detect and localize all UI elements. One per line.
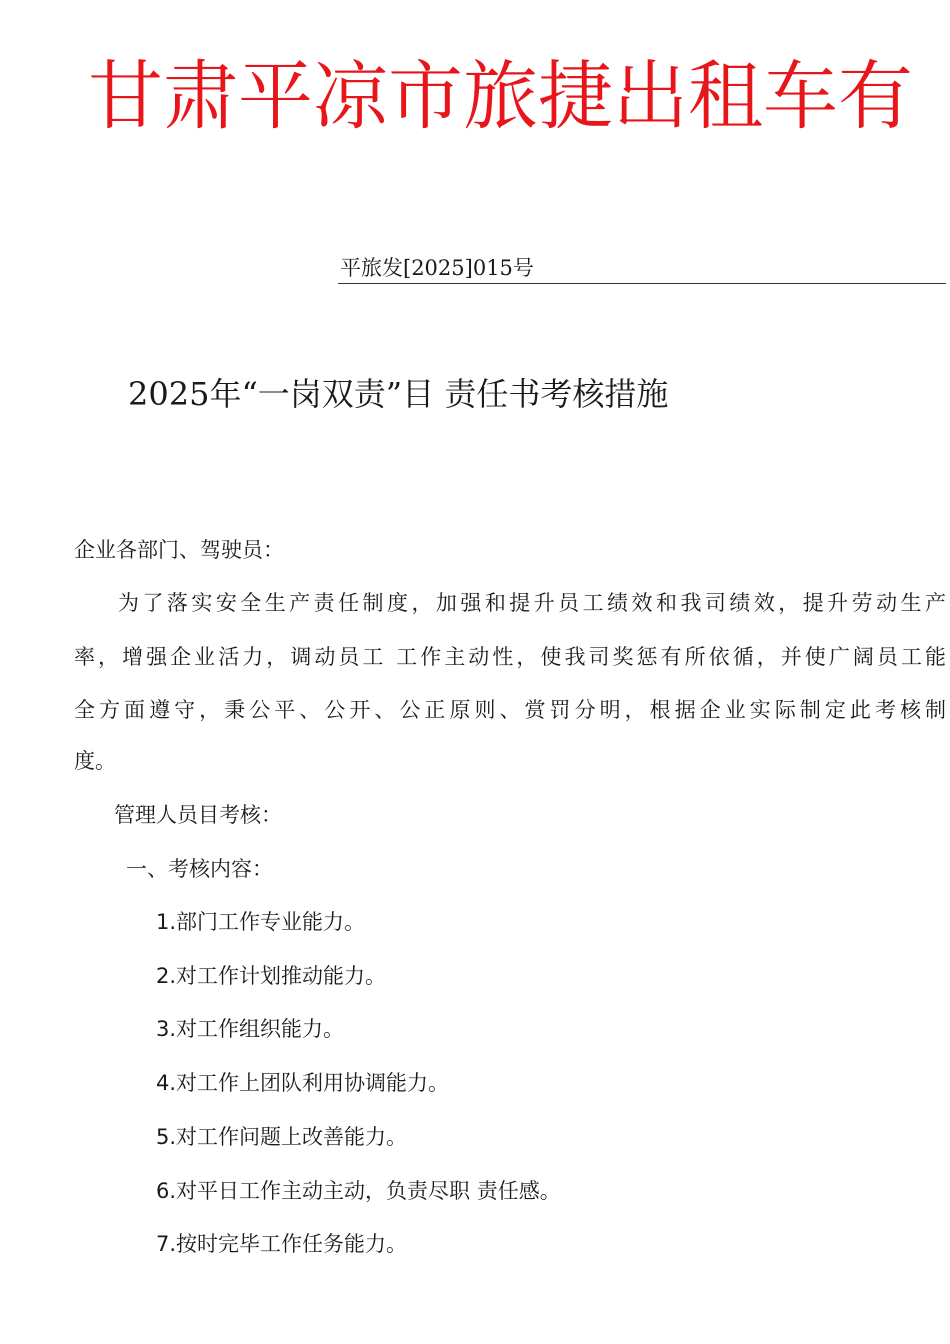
document-number-rule [338, 283, 946, 284]
document-title: 2025年“一岗双责”目 责任书考核措施 [128, 375, 669, 413]
intro-line: 全方面遵守，秉公平、公开、公正原则、赏罚分明，根据企业实际制定此考核制 [74, 698, 946, 722]
subsection-heading: 一、考核内容： [126, 857, 273, 881]
list-item-text: 对工作上团队利用协调能力。 [176, 1071, 450, 1095]
intro-line: 度。 [74, 749, 116, 773]
list-item-text: 对工作组织能力。 [176, 1017, 345, 1041]
list-item-text: 部门工作专业能力。 [176, 910, 366, 934]
document-number: 平旅发[2025]015号 [340, 256, 534, 280]
list-item-text: 对平日工作主动主动，负责尽职 责任感。 [176, 1179, 561, 1203]
section-heading: 管理人员目考核： [114, 803, 282, 827]
list-item [156, 1069, 449, 1097]
intro-line: 为了落实安全生产责任制度，加强和提升员工绩效和我司绩效，提升劳动生产 [118, 591, 946, 615]
list-item-number: 1. [156, 910, 177, 934]
list-item-text: 对工作问题上改善能力。 [176, 1125, 408, 1149]
letterhead-title: 甘肃平凉市旅捷出租车有 [88, 52, 914, 140]
list-item-number: 5. [156, 1125, 177, 1149]
list-item-number: 3. [156, 1017, 177, 1041]
intro-line: 率，增强企业活力，调动员工 工作主动性，使我司奖惩有所依循，并使广阔员工能 [74, 645, 946, 669]
list-item [156, 962, 386, 990]
list-item [156, 1123, 407, 1151]
salutation: 企业各部门、驾驶员： [74, 538, 284, 562]
list-item [156, 908, 365, 936]
list-item [156, 1015, 344, 1043]
list-item [156, 1177, 561, 1205]
list-item-number: 4. [156, 1071, 177, 1095]
list-item-number: 6. [156, 1179, 177, 1203]
list-item-text: 按时完毕工作任务能力。 [176, 1232, 408, 1256]
list-item-number: 7. [156, 1232, 177, 1256]
list-item [156, 1230, 407, 1258]
list-item-text: 对工作计划推动能力。 [176, 964, 387, 988]
list-item-number: 2. [156, 964, 177, 988]
